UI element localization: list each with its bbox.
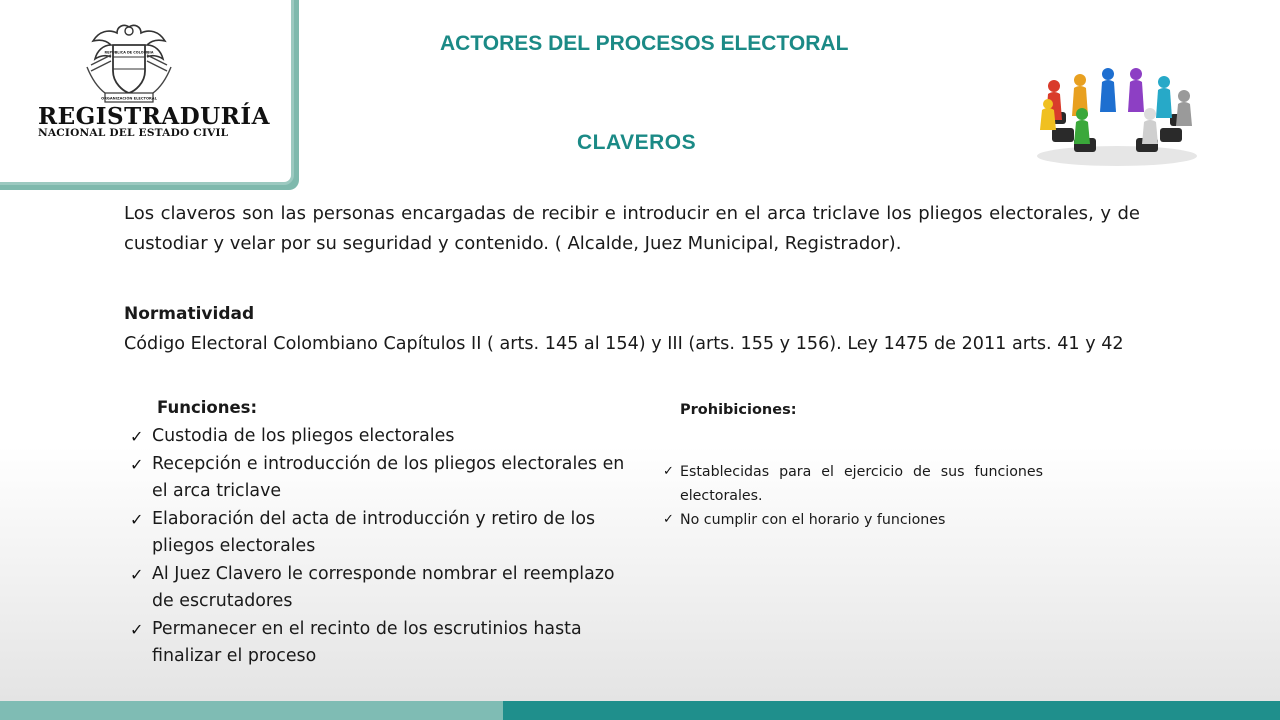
prohibiciones-heading: Prohibiciones: <box>680 402 797 418</box>
check-mark-icon: ✓ <box>130 427 144 446</box>
list-item-text: No cumplir con el horario y funciones <box>680 512 946 528</box>
normatividad-heading: Normatividad <box>124 304 255 324</box>
logo-subline: NACIONAL DEL ESTADO CIVIL <box>38 127 229 139</box>
list-item <box>130 423 630 450</box>
seal-text-republic: REPÚBLICA DE COLOMBIA <box>104 50 154 55</box>
logo-card <box>0 0 294 185</box>
people-circle-illustration <box>1024 64 1210 168</box>
check-mark-icon: ✓ <box>130 620 144 639</box>
page-title: ACTORES DEL PROCESOS ELECTORAL <box>440 32 849 55</box>
prohibiciones-list <box>663 460 1043 532</box>
list-item-text: Permanecer en el recinto de los escrutinios hasta finalizar el proceso <box>152 619 582 666</box>
list-item-text: Al Juez Clavero le corresponde nombrar el reemplazo de escrutadores <box>152 564 615 611</box>
check-mark-icon: ✓ <box>663 512 674 527</box>
list-item-text: Recepción e introducción de los pliegos electorales en el arca triclave <box>152 454 625 501</box>
list-item <box>130 616 630 670</box>
list-item-text: Establecidas para el ejercicio de sus funciones electorales. <box>680 464 1043 504</box>
footer-bar-light <box>0 701 503 720</box>
list-item <box>663 460 1043 508</box>
section-subtitle: CLAVEROS <box>577 131 697 154</box>
list-item-text: Custodia de los pliegos electorales <box>152 426 455 446</box>
list-item <box>663 508 1043 532</box>
list-item <box>130 451 630 505</box>
coat-of-arms-seal <box>83 21 175 105</box>
funciones-list <box>130 423 630 671</box>
list-item <box>130 506 630 560</box>
footer-bar-dark <box>503 701 1280 720</box>
list-item-text: Elaboración del acta de introducción y retiro de los pliegos electorales <box>152 509 596 556</box>
check-mark-icon: ✓ <box>130 510 144 529</box>
check-mark-icon: ✓ <box>663 464 674 479</box>
check-mark-icon: ✓ <box>130 455 144 474</box>
check-mark-icon: ✓ <box>130 565 144 584</box>
funciones-heading: Funciones: <box>157 398 258 417</box>
list-item <box>130 561 630 615</box>
seal-text-org: ORGANIZACIÓN ELECTORAL <box>101 96 157 101</box>
normatividad-text: Código Electoral Colombiano Capítulos II ( arts. 145 al 154) y III (arts. 155 y 156). Ley 1475 de 2011 arts. 41 y 42 <box>124 334 1124 354</box>
claveros-description: Los claveros son las personas encargadas de recibir e introducir en el arca triclave los pliegos electorales, y de custodiar y velar por su seguridad y contenido. ( Alcalde, Juez Municipal, Registrador). <box>124 203 1140 254</box>
logo-wordmark: REGISTRADURÍA <box>38 103 270 130</box>
